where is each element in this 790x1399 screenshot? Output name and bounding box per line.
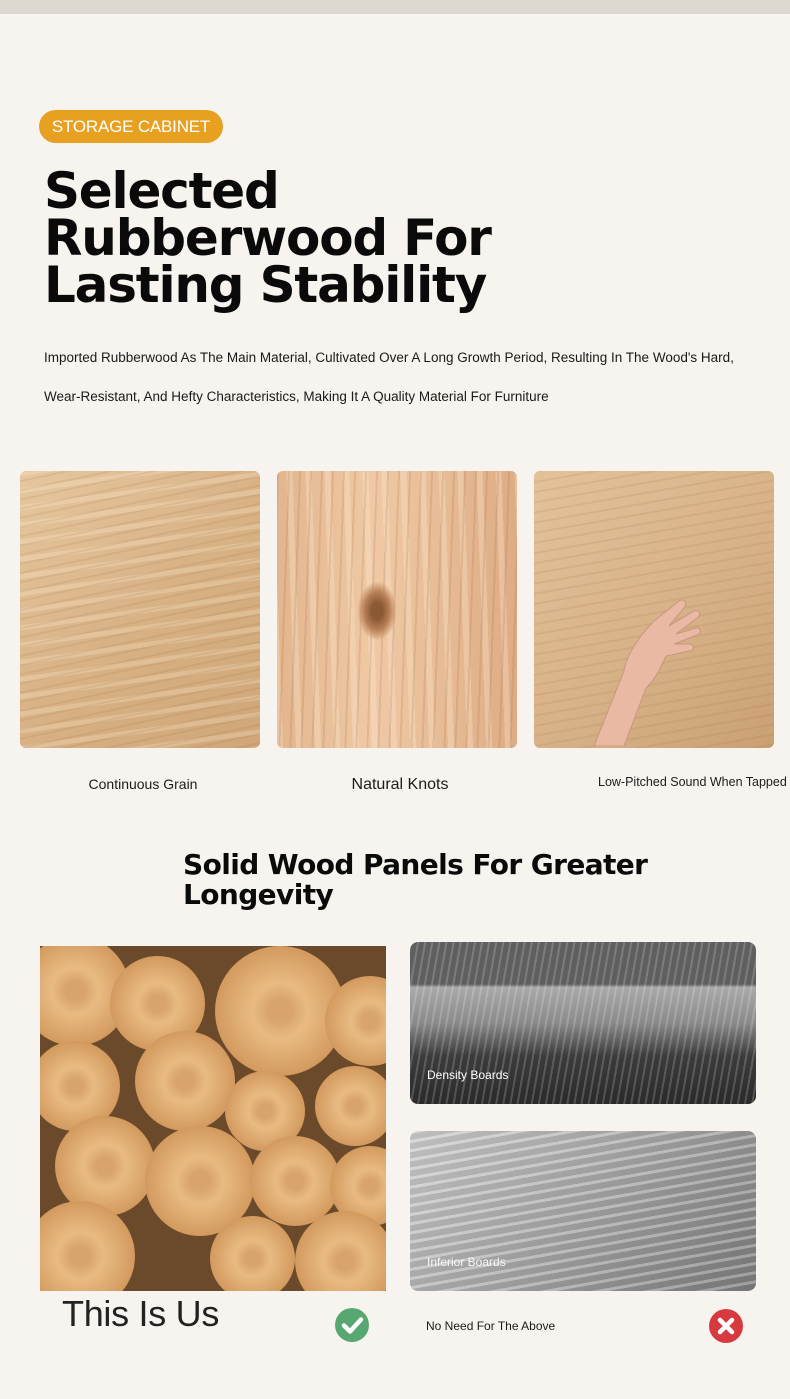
- inferior-board-label: Inferior Boards: [427, 1255, 506, 1269]
- page-description: Imported Rubberwood As The Main Material, Cultivated Over A Long Growth Period, Resulting In The Wood's Hard, Wear-Resistant, And Hefty Characteristics, Making It A Quality Material For Furniture: [44, 350, 734, 404]
- feature-label-sound: Low-Pitched Sound When Tapped: [598, 775, 787, 789]
- log-stack-image: [40, 946, 386, 1291]
- ours-label: This Is Us: [62, 1293, 220, 1334]
- inferior-board-image: [410, 1131, 756, 1291]
- wood-knot-image: [277, 471, 517, 748]
- cross-icon: [709, 1309, 743, 1343]
- others-label: No Need For The Above: [426, 1319, 556, 1333]
- category-badge: STORAGE CABINET: [39, 110, 223, 143]
- hand-icon: [584, 576, 704, 746]
- knot-mark: [357, 581, 397, 641]
- comparison-title: Solid Wood Panels For Greater Longevity: [183, 848, 648, 911]
- wood-grain-image: [20, 471, 260, 748]
- feature-label-grain: Continuous Grain: [88, 776, 198, 792]
- density-board-label: Density Boards: [427, 1068, 509, 1082]
- top-bar: [0, 0, 790, 14]
- check-icon: [335, 1308, 369, 1342]
- page-title: Selected Rubberwood For Lasting Stability: [44, 162, 491, 314]
- hand-tapping-wood-image: [534, 471, 774, 748]
- density-board-image: [410, 942, 756, 1104]
- feature-label-knots: Natural Knots: [351, 776, 449, 793]
